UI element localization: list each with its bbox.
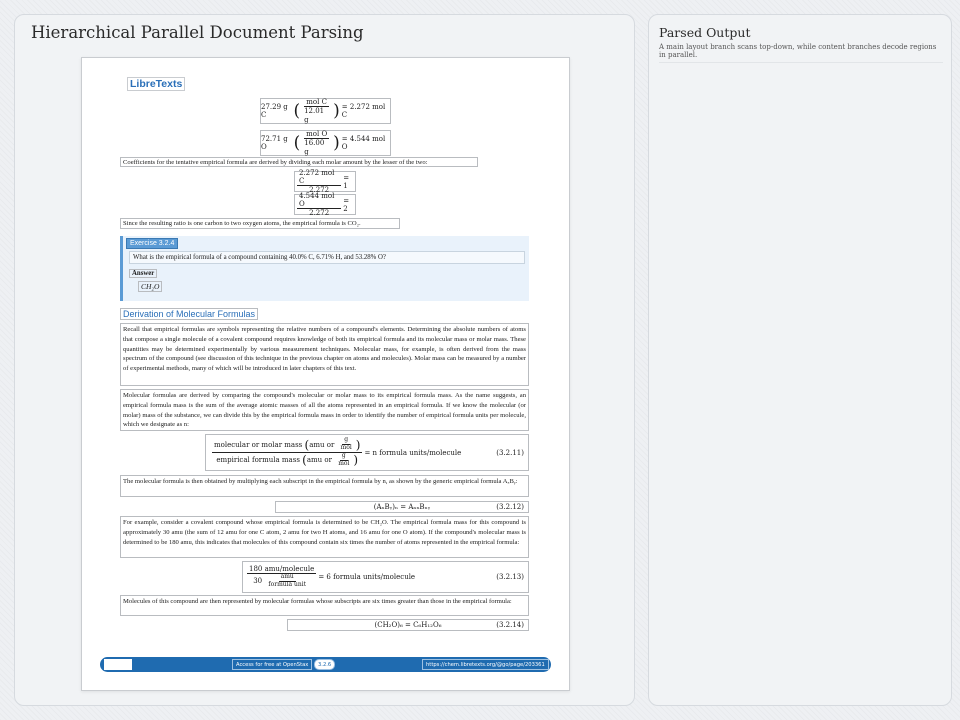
paragraph-empirical-result: Since the resulting ratio is one carbon to two oxygen atoms, the empirical formula is CO₂.: [120, 218, 400, 229]
eq1-rhs: = 2.272 mol C: [341, 103, 386, 119]
app-title: Hierarchical Parallel Document Parsing: [31, 23, 364, 42]
exercise-question: What is the empirical formula of a compound containing 40.0% C, 6.71% H, and 53.28% O?: [129, 251, 525, 264]
section-heading: Derivation of Molecular Formulas: [120, 308, 258, 320]
eq7-den-num: amu: [280, 573, 294, 581]
eq4-den: 2.272: [309, 209, 330, 218]
paragraph-molecular-derivation: Molecular formulas are derived by comparing the compound's molecular or molar mass to its empirical formula mass. As the name suggests, an empirical formula mass is the sum of the average atomic masses of all the atoms represented in an empirical formula. If we know the molecular (or molar) mass of the substance, we can divide this by the empirical formula mass in order to identify the number of empirical formula units per molecule, which we designate as n:: [120, 389, 529, 431]
eq6-expr: (AₓBᵧ)ₙ = AₙₓBₙᵧ: [373, 503, 431, 511]
paragraph-coefficients: Coefficients for the tentative empirical formula are derived by dividing each molar amount by the lesser of the two:: [120, 157, 478, 167]
footer-logo: [104, 659, 132, 670]
paragraph-six-times: Molecules of this compound are then represented by molecular formulas whose subscripts are six times greater than those in the empirical formula:: [120, 595, 529, 616]
page-footer-bar: [100, 657, 551, 672]
equation-number-3-2-12: (3.2.12): [496, 503, 524, 511]
eq3-rhs: = 1: [343, 173, 350, 190]
eq7-rhs: = 6 formula units/molecule: [318, 573, 416, 581]
eq3-den: 2.272: [309, 186, 330, 195]
eq7-den-pre: 30: [253, 577, 263, 586]
document-viewer-panel: [14, 14, 635, 706]
eq3-num: 2.272 mol C: [297, 169, 341, 186]
equation-number-3-2-14: (3.2.14): [496, 621, 524, 629]
eq5-unit-pre: amu or: [309, 440, 335, 449]
document-page[interactable]: [81, 57, 570, 691]
footer-url-link[interactable]: https://chem.libretexts.org/@go/page/203361: [422, 659, 549, 670]
eq1-lhs: 27.29 g C: [261, 103, 288, 119]
eq5-den: empirical formula mass: [216, 456, 300, 465]
eq5-unit-den-den: mol: [338, 459, 350, 467]
equation-glucose: [287, 619, 529, 631]
equation-ratio-carbon: [294, 168, 356, 195]
eq5-unit-pre-den: amu or: [306, 456, 332, 465]
eq2-den: 16.00 g: [304, 139, 325, 156]
equation-generic-formula: [275, 501, 529, 513]
exercise-box: [120, 236, 529, 301]
eq1-den: 12.01 g: [304, 107, 325, 124]
footer-page-number: 3.2.6: [314, 659, 335, 670]
equation-number-3-2-13: (3.2.13): [496, 573, 524, 581]
paragraph-example-ch2o: For example, consider a covalent compound whose empirical formula is determined to be CH₂O. The empirical formula mass for this compound is approximately 30 amu (the sum of 12 amu for one C atom, 2 amu for two H atoms, and 16 amu for one O atom). If the compound's molecular mass is determined to be 180 amu, this indicates that molecules of this compound contain six times the number of atoms represented in the empirical formula:: [120, 516, 529, 558]
parsed-output-title: Parsed Output: [659, 25, 751, 40]
exercise-answer-label[interactable]: Answer: [129, 269, 157, 278]
eq8-expr: (CH₂O)₆ = C₆H₁₂O₆: [374, 621, 442, 629]
eq4-num: 4.544 mol O: [297, 192, 341, 209]
paragraph-recall-empirical: Recall that empirical formulas are symbols representing the relative numbers of a compound's elements. Determining the absolute numbers of atoms that compose a single molecule of a covalent compound requires knowledge of both its empirical formula and its molecular mass or molar mass. These quantities may be determined experimentally by various measurement techniques. Molecular mass, for example, is often derived from the mass spectrum of the compound (see discussion of this technique in the previous chapter on atoms and molecules). Molar mass can be measured by a number of experimental methods, many of which will be introduced in later chapters of this text.: [120, 323, 529, 386]
equation-number-3-2-11: (3.2.11): [496, 448, 524, 457]
eq2-num: mol O: [306, 130, 328, 139]
eq5-unit-num-den: g: [341, 452, 346, 459]
eq4-rhs: = 2: [343, 196, 350, 213]
equation-formula-units: [242, 561, 529, 593]
eq2-lhs: 72.71 g O: [261, 135, 288, 151]
eq5-num: molecular or molar mass: [214, 440, 303, 449]
exercise-answer: CH₂O: [138, 281, 162, 292]
eq1-num: mol C: [306, 98, 327, 107]
parsed-output-subtitle: A main layout branch scans top-down, while content branches decode regions in parallel.: [659, 43, 943, 63]
equation-carbon-moles: 27.29 g C ( $\frac{\text{mol C}}{12.01 g}$ ) = 2.272 mol C: [260, 98, 391, 124]
paragraph-subscript-multiply: The molecular formula is then obtained by multiplying each subscript in the empirical formula by n, as shown by the generic empirical formula AₓBᵧ:: [120, 475, 529, 497]
eq7-den-den: formula unit: [268, 581, 307, 589]
equation-ratio-oxygen: [294, 191, 356, 218]
parsed-output-panel: [648, 14, 952, 706]
eq7-num: 180 amu/molecule: [249, 565, 315, 574]
libretexts-logo: LibreTexts: [127, 77, 185, 91]
eq5-unit-num: g: [344, 436, 349, 444]
exercise-title[interactable]: Exercise 3.2.4: [126, 238, 178, 249]
eq5-rhs: = n formula units/molecule: [364, 448, 462, 457]
equation-oxygen-moles: 72.71 g O ( $\frac{\text{mol O}}{16.00 g}$ ) = 4.544 mol O: [260, 130, 391, 156]
equation-n-units: molecular or molar mass ( amu or $\frac{g}{\text{mol}}$ ) empirical formula mass ( amu or $\frac{g}{\text{mol}}$ ) = n formula units/molecule (3.2.11): [205, 434, 529, 471]
footer-access-link[interactable]: Access for free at OpenStax: [232, 659, 312, 670]
eq2-rhs: = 4.544 mol O: [341, 135, 386, 151]
eq5-unit-den: mol: [340, 444, 352, 452]
